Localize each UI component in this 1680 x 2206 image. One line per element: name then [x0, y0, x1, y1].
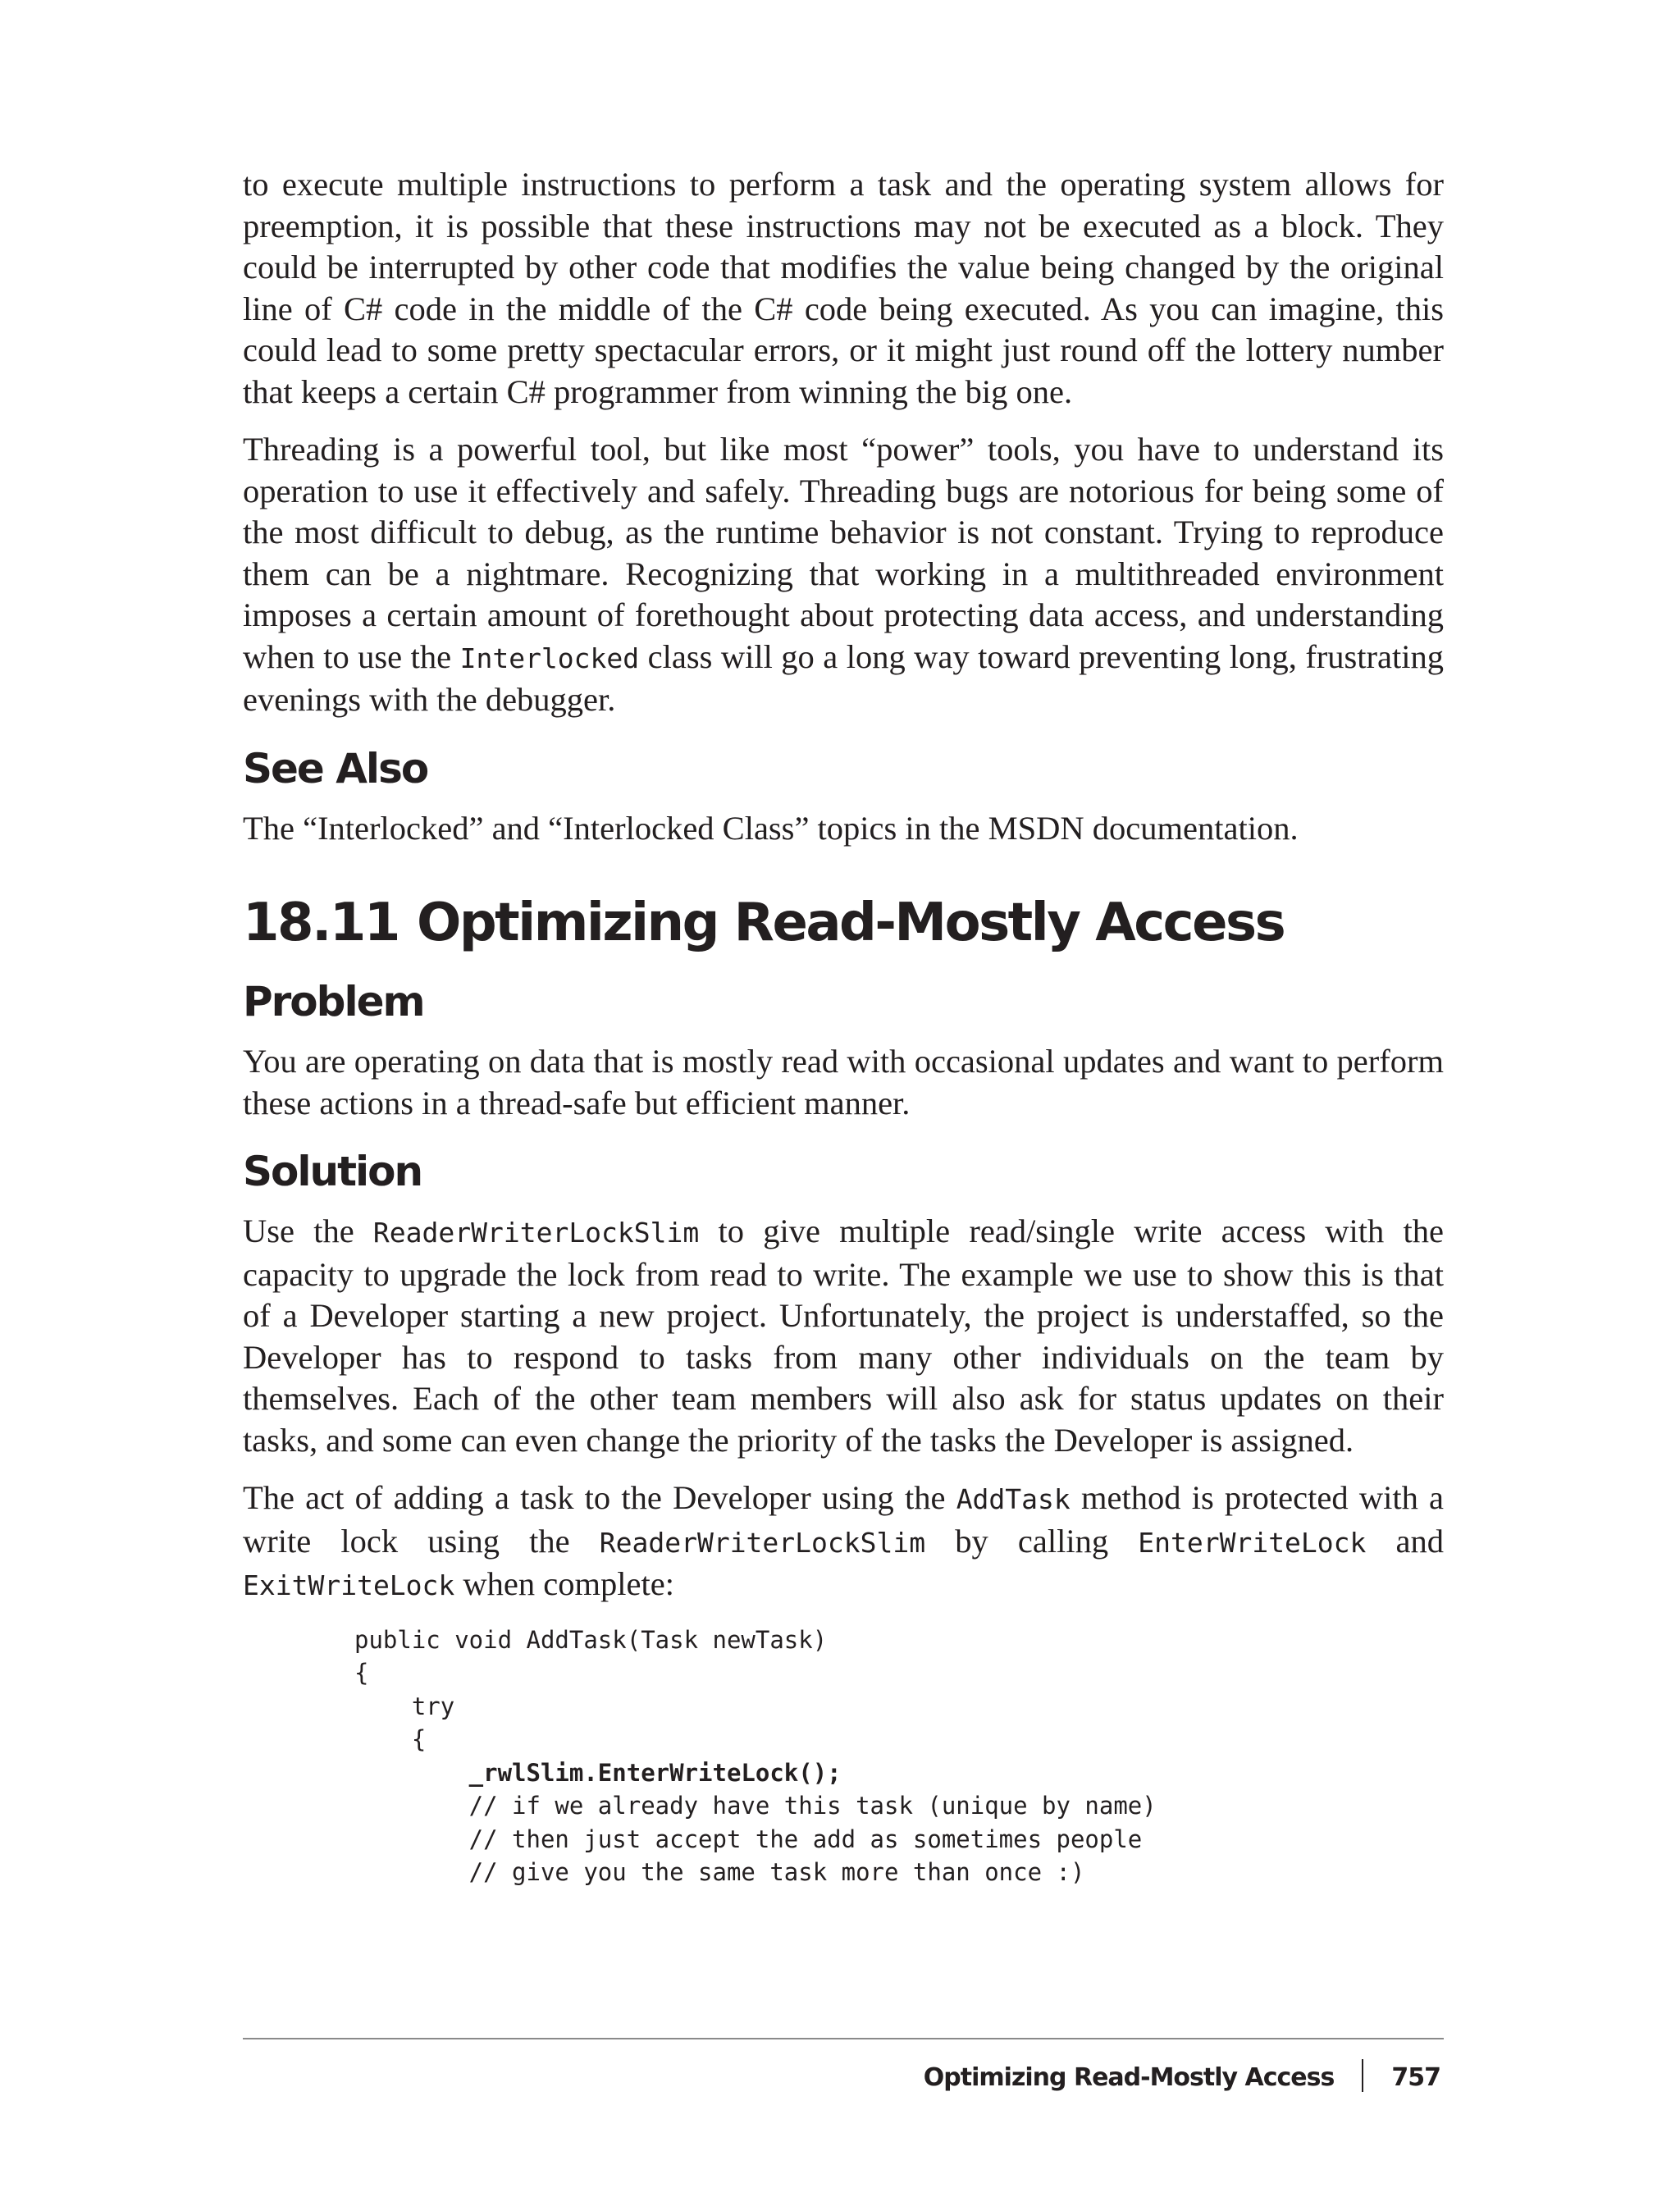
paragraph-intro-2-text-a: Threading is a powerful tool, but like most “power” tools, you have to understand its operation to use it effectively and safely. Threading bugs are notorious for being some of the most difficult to debug, as the runtime behavior is not constant. Trying to reproduce them can be a nightmare. Recognizing that working in a multithreaded environment imposes a certain amount of forethought about protecting data access, and understanding when to use the	[243, 431, 1444, 675]
paragraph-intro-1: to execute multiple instructions to perform a task and the operating system allows for preemption, it is possible that these instructions may not be executed as a block. They could be interrupted by other code that modifies the value being changed by the original line of C# code in the middle of the C# code being executed. As you can imagine, this could lead to some pretty spectacular errors, or it might just round off the lottery number that keeps a certain C# programmer from winning the big one.	[243, 166, 1444, 410]
code-line: // then just accept the add as sometimes people	[354, 1825, 1143, 1853]
code-listing	[354, 1624, 1444, 1889]
inline-code-enterwritelock: EnterWriteLock	[1138, 1526, 1367, 1559]
page-footer	[243, 2038, 1444, 2092]
footer-text	[924, 2059, 1440, 2092]
solution-paragraph-1	[243, 1211, 1444, 1461]
inline-code-exitwritelock: ExitWriteLock	[243, 1569, 455, 1601]
code-line: public void AddTask(Task newTask)	[354, 1625, 828, 1654]
section-title-text: Optimizing Read-Mostly Access	[416, 893, 1285, 953]
footer-separator	[1362, 2059, 1363, 2092]
code-line: try	[354, 1692, 455, 1720]
paragraph-intro-2	[243, 429, 1444, 721]
solution-p1-text-b: to give multiple read/single write access with the capacity to upgrade the lock from read to write. The example we use to show this is that of a Developer starting a new project. Unfortunately, the project is understaffed, so the Developer has to respond to tasks from many other individuals on the team by themselves. Each of the other team members will also ask for status updates on their tasks, and some can even change the priority of the tasks the Developer is assigned.	[243, 1213, 1445, 1459]
code-line: {	[354, 1725, 427, 1753]
inline-code-readerwriterlockslim-2: ReaderWriterLockSlim	[599, 1526, 926, 1559]
running-title: Optimizing Read-Mostly Access	[923, 2063, 1335, 2092]
section-title	[243, 892, 1444, 954]
inline-code-interlocked: Interlocked	[459, 642, 640, 674]
section-number: 18.11	[243, 893, 399, 953]
solution-heading: Solution	[243, 1148, 422, 1195]
solution-p1-text-a: Use the	[243, 1213, 354, 1249]
code-line: // give you the same task more than once :)	[354, 1858, 1085, 1886]
solution-p2-text-a: The act of adding a task to the Developer using the	[243, 1479, 946, 1516]
paragraph-intro-2-text-b: class will go a long way toward preventing long, frustrating evenings with the debugger.	[243, 637, 1445, 718]
inline-code-addtask: AddTask	[956, 1483, 1071, 1515]
solution-paragraph-2	[243, 1478, 1444, 1607]
problem-heading: Problem	[243, 978, 424, 1025]
inline-code-readerwriterlockslim: ReaderWriterLockSlim	[372, 1217, 700, 1249]
code-line: {	[354, 1659, 369, 1687]
page-body	[243, 164, 1444, 1889]
code-line: // if we already have this task (unique by name)	[354, 1792, 1157, 1820]
see-also-heading: See Also	[243, 744, 428, 792]
solution-p2-text-b: method is protected with a write lock using the	[243, 1479, 1445, 1560]
problem-text: You are operating on data that is mostly read with occasional updates and want to perform these actions in a thread-safe but efficient manner.	[243, 1043, 1444, 1121]
solution-p2-text-d: and	[1395, 1522, 1445, 1560]
solution-p2-text-c: by calling	[955, 1522, 1109, 1560]
code-line-highlighted: _rwlSlim.EnterWriteLock();	[354, 1758, 842, 1787]
page-number: 757	[1391, 2063, 1440, 2092]
see-also-text: The “Interlocked” and “Interlocked Class” topics in the MSDN documentation.	[243, 809, 1299, 847]
solution-p2-text-e: when complete:	[463, 1565, 674, 1602]
